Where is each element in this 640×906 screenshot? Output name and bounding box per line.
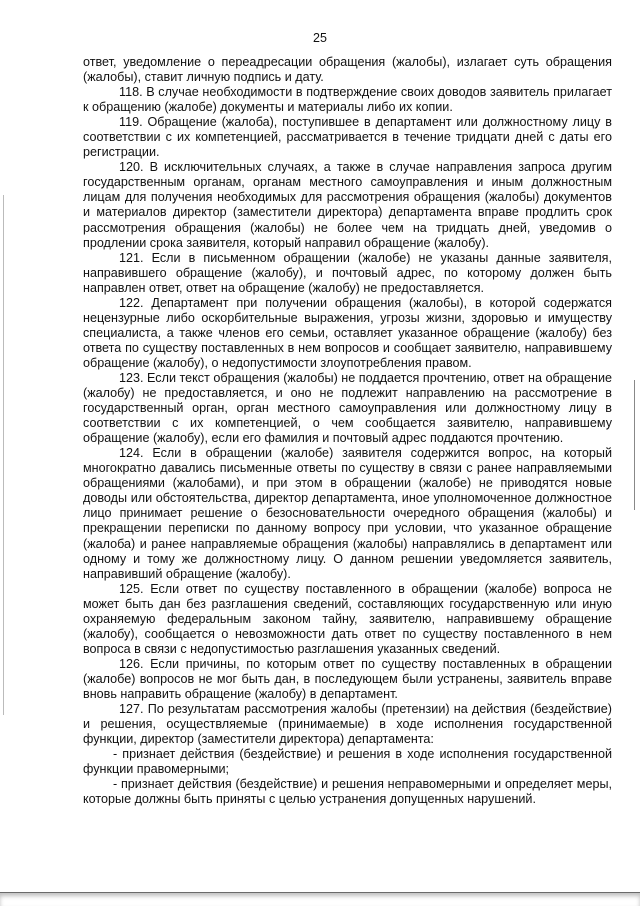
scan-bottom-edge: [0, 892, 640, 906]
paragraph-121: 121. Если в письменном обращении (жалобе) не указаны данные заявителя, направившего обращение (жалобу), и почтовый адрес, по которому должен быть направлен ответ, ответ на обращение (жалобу) не предоставляется.: [83, 250, 612, 295]
list-item-unlawful: - признает действия (бездействие) и решения неправомерными и определяет меры, которые должны быть приняты с целью устранения допущенных нарушений.: [83, 777, 612, 807]
scan-edge-left: [3, 195, 4, 715]
paragraph-123: 123. Если текст обращения (жалобы) не поддается прочтению, ответ на обращение (жалобу) не предоставляется, и оно не подлежит направлению на рассмотрение в государственный орган, орган местного самоуправления или должностному лицу в соответствии с их компетенцией, о чем сообщается заявителю, направившему обращение (жалобу), если его фамилия и почтовый адрес поддаются прочтению.: [83, 370, 612, 446]
paragraph-continuation: ответ, уведомление о переадресации обращения (жалобы), излагает суть обращения (жалобы), ставит личную подпись и дату.: [83, 55, 612, 85]
paragraph-119: 119. Обращение (жалоба), поступившее в департамент или должностному лицу в соответствии с их компетенцией, рассматривается в течение тридцати дней с даты его регистрации.: [83, 115, 612, 160]
paragraph-127: 127. По результатам рассмотрения жалобы (претензии) на действия (бездействие) и решения, осуществляемые (принимаемые) в ходе исполнения государственной функции, директор (заместители директора) департамента:: [83, 702, 612, 747]
paragraph-125: 125. Если ответ по существу поставленного в обращении (жалобе) вопроса не может быть дан без разглашения сведений, составляющих государственную или иную охраняемую федеральным законом тайну, заявителю, направившему обращение (жалобу), сообщается о невозможности дать ответ по существу поставленного в нем вопроса в связи с недопустимостью разглашения указанных сведений.: [83, 581, 612, 656]
scan-edge-right: [634, 380, 635, 510]
page-number: 25: [313, 31, 327, 45]
list-item-lawful: - признает действия (бездействие) и решения в ходе исполнения государственной функции правомерными;: [83, 747, 612, 777]
paragraph-122: 122. Департамент при получении обращения (жалобы), в которой содержатся нецензурные либо оскорбительные выражения, угрозы жизни, здоровью и имуществу специалиста, а также членов его семьи, оставляет указанное обращение (жалобу) без ответа по существу поставленных в нем вопросов и сообщает заявителю, направившему обращение (жалобу), о недопустимости злоупотребления правом.: [83, 295, 612, 370]
paragraph-124: 124. Если в обращении (жалобе) заявителя содержится вопрос, на который многократно давались письменные ответы по существу в связи с ранее направляемыми обращениями (жалобами), и при этом в обращении (жалобе) не приводятся новые доводы или обстоятельства, директор департамента, иное уполномоченное должностное лицо принимает решение о безосновательности очередного обращения (жалобы) и прекращении переписки по данному вопросу при условии, что указанное обращение (жалоба) и ранее направляемые обращения (жалобы) направлялись в департамент или одному и тому же должностному лицу. О данном решении уведомляется заявитель, направивший обращение (жалобу).: [83, 446, 612, 581]
paragraph-118: 118. В случае необходимости в подтверждение своих доводов заявитель прилагает к обращению (жалобе) документы и материалы либо их копии.: [83, 85, 612, 115]
paragraph-120: 120. В исключительных случаях, а также в случае направления запроса другим государственным органам, органам местного самоуправления и иным должностным лицам для получения необходимых для рассмотрения обращения (жалобы) документов и материалов директор (заместители директора) департамента вправе продлить срок рассмотрения обращения (жалобы) не более чем на тридцать дней, уведомив о продлении срока заявителя, который направил обращение (жалобу).: [83, 160, 612, 250]
paragraph-126: 126. Если причины, по которым ответ по существу поставленных в обращении (жалобе) вопросов не мог быть дан, в последующем были устранены, заявитель вправе вновь направить обращение (жалобу) в департамент.: [83, 656, 612, 701]
document-body: [83, 55, 612, 807]
